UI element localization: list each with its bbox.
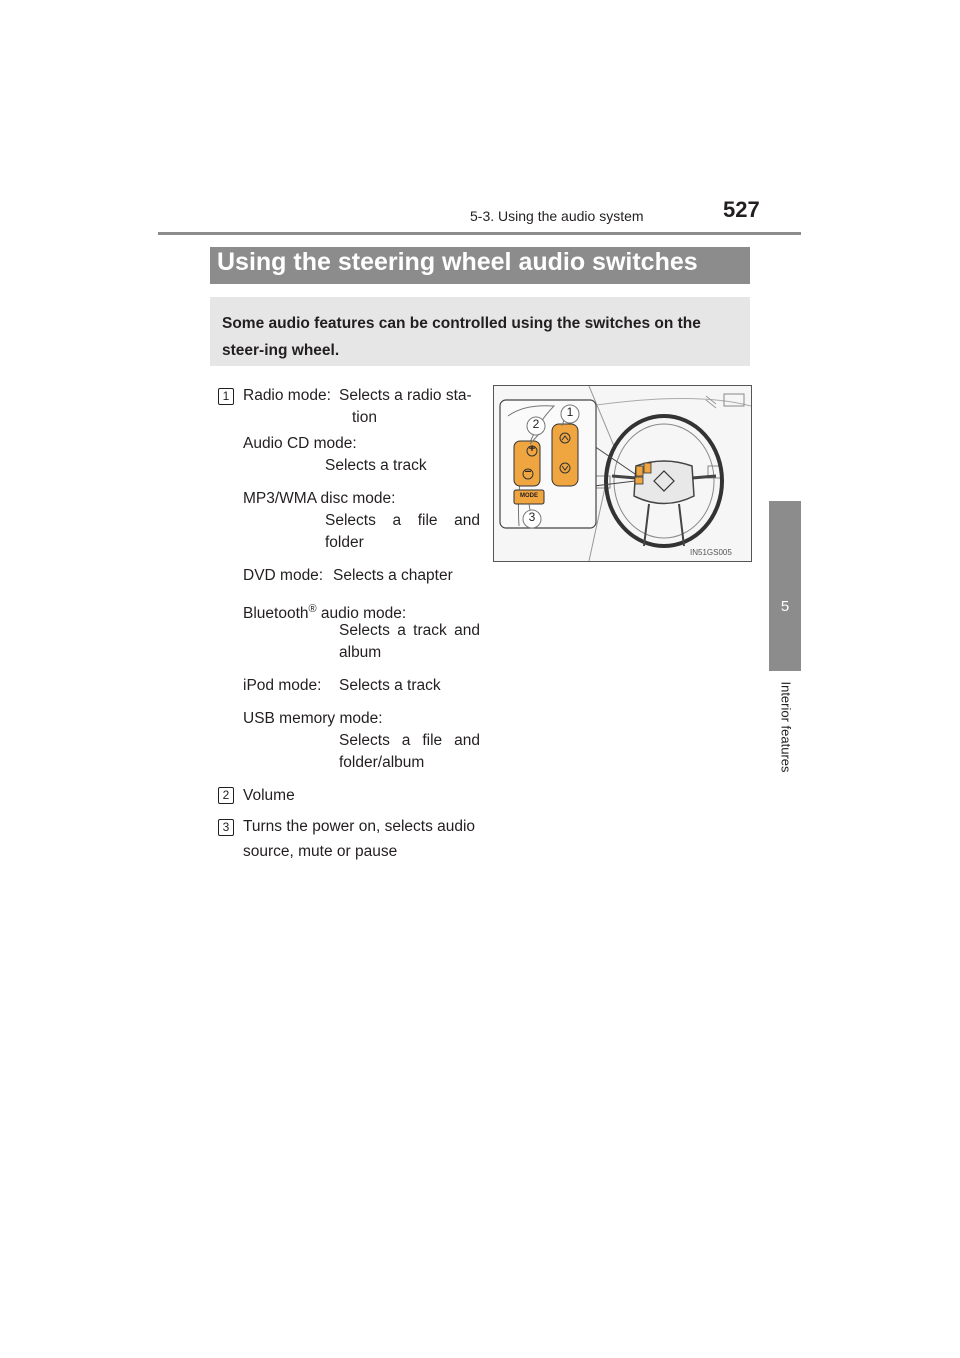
- bluetooth-label-suffix: audio mode:: [316, 605, 407, 623]
- volume-text: Volume: [243, 787, 295, 804]
- volume-minus-label: −: [524, 466, 532, 478]
- callout-1-label: 1: [566, 405, 574, 419]
- intro-text: Some audio features can be controlled using the switches on the steer-ing wheel.: [222, 315, 701, 359]
- audio-cd-mode-desc: Selects a track: [325, 457, 427, 474]
- section-title: Using the steering wheel audio switches: [217, 248, 698, 276]
- mode-button-label: MODE: [520, 493, 538, 499]
- chapter-tab-number: 5: [780, 598, 790, 615]
- power-text: Turns the power on, selects audio: [243, 818, 476, 835]
- item-2-marker: 2: [218, 787, 234, 804]
- mp3-mode-label: MP3/WMA disc mode:: [243, 490, 396, 507]
- usb-mode-desc: Selects a file and: [339, 732, 480, 749]
- chapter-tab: [769, 501, 801, 671]
- usb-mode-desc-cont: folder/album: [339, 754, 425, 771]
- volume-plus-label: +: [528, 443, 536, 455]
- wheel-switch-right: [644, 463, 651, 473]
- radio-mode-desc: Selects a radio sta-: [339, 387, 472, 404]
- registered-mark: ®: [308, 603, 317, 615]
- mp3-mode-desc-cont: folder: [325, 534, 364, 551]
- wheel-switch-left: [636, 466, 643, 476]
- header-section-title: 5-3. Using the audio system: [470, 208, 644, 224]
- bluetooth-mode-desc: Selects a track and: [339, 622, 480, 639]
- item-1-marker: 1: [218, 388, 234, 405]
- bluetooth-mode-desc-cont: album: [339, 644, 382, 661]
- callout-3-label: 3: [528, 510, 536, 524]
- steering-wheel-illustration: [493, 385, 752, 562]
- item-3-marker: 3: [218, 819, 234, 836]
- dvd-mode-label: DVD mode:: [243, 567, 324, 584]
- dvd-mode-desc: Selects a chapter: [333, 567, 453, 584]
- page-number: 527: [723, 197, 760, 222]
- ipod-mode-label: iPod mode:: [243, 677, 322, 694]
- mp3-mode-desc: Selects a file and: [325, 512, 480, 529]
- bluetooth-label-text: Bluetooth: [243, 605, 309, 623]
- figure-code: IN51GS005: [690, 548, 732, 557]
- usb-mode-label: USB memory mode:: [243, 710, 383, 727]
- radio-mode-desc-cont: tion: [352, 409, 377, 426]
- header-divider: [158, 232, 801, 235]
- chapter-tab-label: Interior features: [778, 681, 794, 773]
- radio-mode-label: Radio mode:: [243, 387, 331, 404]
- callout-2-label: 2: [532, 417, 540, 431]
- power-text-cont: source, mute or pause: [243, 843, 398, 860]
- audio-cd-mode-label: Audio CD mode:: [243, 435, 357, 452]
- ipod-mode-desc: Selects a track: [339, 677, 441, 694]
